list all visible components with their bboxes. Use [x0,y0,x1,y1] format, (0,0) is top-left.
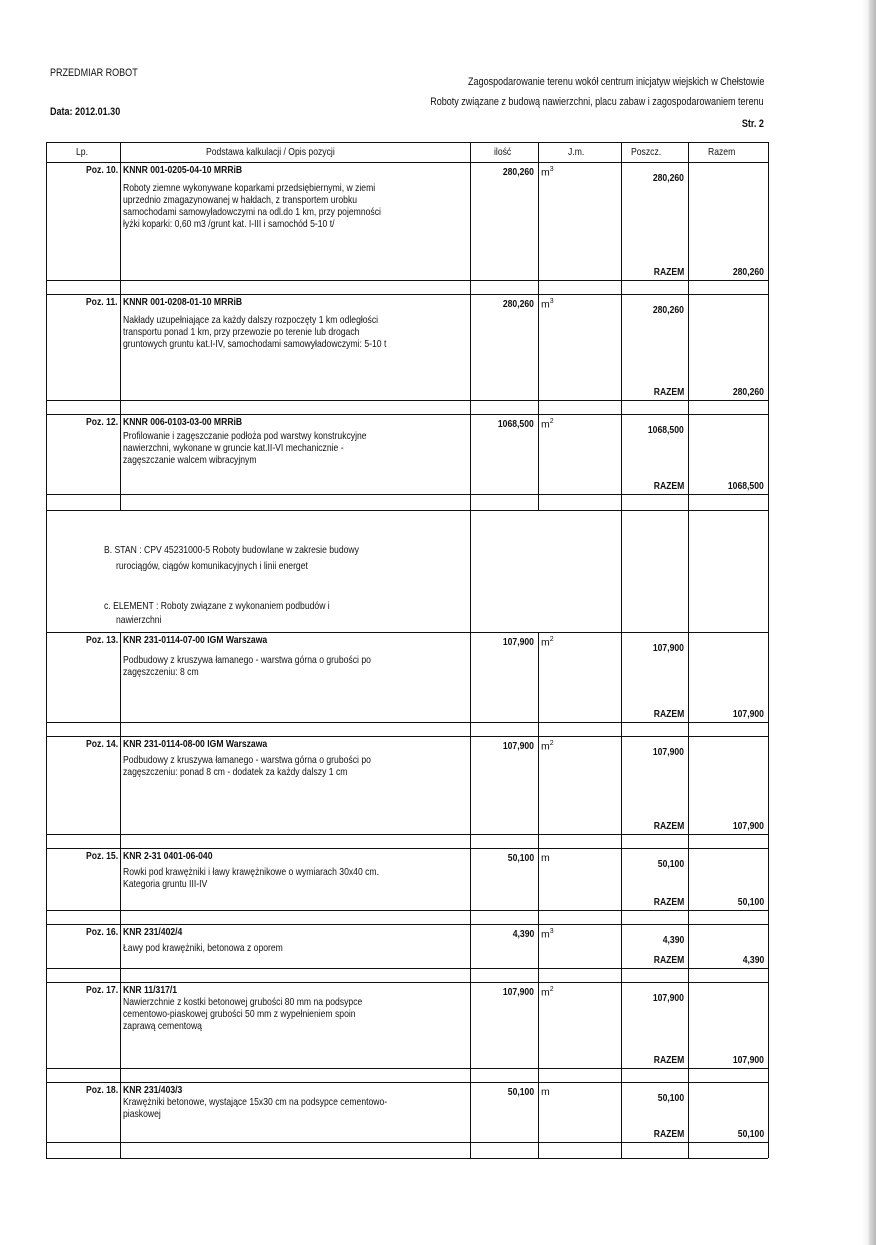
row-rule [46,1082,768,1083]
razem-label: RAZEM [653,954,684,966]
column-rule [621,632,622,736]
position-unit [541,298,554,311]
row-rule [46,162,768,163]
section-stan-line2: rurociągów, ciągów komunikacyjnych i linii energet [116,560,308,572]
position-description-line: Profilowanie i zagęszczanie podłoża pod warstwy konstrukcyjne [123,430,367,442]
position-number: Poz. 10. [85,164,118,176]
razem-label: RAZEM [653,480,684,492]
column-rule [688,414,689,510]
column-rule [470,294,471,414]
position-code: KNNR 001-0208-01-10 MRRiB [123,296,243,308]
row-rule [46,414,768,415]
position-description-line: uprzednio zmagazynowanej w hałdach, z transportem urobku [123,194,358,206]
column-rule [120,924,121,982]
column-rule [621,294,622,414]
row-rule [46,632,768,633]
column-rule [470,414,471,510]
position-code: KNR 231/402/4 [123,926,183,938]
column-rule [120,142,121,162]
position-number: Poz. 15. [85,850,118,862]
column-rule [120,162,121,294]
position-total: 50,100 [737,1128,764,1140]
position-unit [541,852,550,864]
unit-text: m [541,636,550,649]
position-total: 1068,500 [728,480,764,492]
column-header-description: Podstawa kalkulacji / Opis pozycji [206,146,335,158]
row-rule [46,510,768,511]
row-rule [46,1158,768,1159]
row-rule [46,294,768,295]
position-code: KNR 231/403/3 [123,1084,183,1096]
position-quantity: 107,900 [502,986,534,998]
unit-exponent: 2 [549,418,554,425]
column-rule [688,982,689,1082]
row-rule [46,1068,768,1069]
position-description-line: nawierzchni, wykonane w gruncie kat.II-VI mechanicznie - [123,442,344,454]
position-description-line: transportu ponad 1 km, przy przewozie po terenie lub drogach [123,326,360,338]
column-rule [621,736,622,848]
project-title-line1: Zagospodarowanie terenu wokół centrum inicjatyw wiejskich w Chełstowie [467,76,764,88]
unit-exponent: 2 [549,740,554,747]
row-rule [46,924,768,925]
column-rule [120,848,121,924]
row-rule [46,400,768,401]
column-rule [538,982,539,1082]
project-title-line2: Roboty związane z budową nawierzchni, placu zabaw i zagospodarowaniem terenu [430,96,764,108]
position-number: Poz. 11. [86,296,118,308]
position-number: Poz. 14. [85,738,118,750]
column-rule [470,142,471,162]
column-rule [470,510,471,632]
unit-text: m [541,418,550,431]
unit-exponent: 3 [549,166,554,173]
column-rule [538,1082,539,1158]
column-rule [768,142,769,1158]
position-unit [541,928,554,941]
position-unit [541,166,554,179]
section-element-line1: c. ELEMENT : Roboty związane z wykonaniem podbudów i [104,600,330,612]
position-code: KNR 231-0114-08-00 IGM Warszawa [123,738,268,750]
column-rule [688,162,689,294]
position-description-line: zagęszczeniu: ponad 8 cm - dodatek za każdy dalszy 1 cm [123,766,348,778]
page-number: Str. 2 [741,118,764,130]
row-rule [46,982,768,983]
position-description-line: Podbudowy z kruszywa łamanego - warstwa górna o grubości po [123,654,371,666]
position-total: 280,260 [732,386,764,398]
column-rule [538,632,539,736]
unit-text: m [541,928,550,941]
position-number: Poz. 17. [85,984,118,996]
position-description-line: Ławy pod krawężniki, betonowa z oporem [123,942,283,954]
column-rule [688,1082,689,1158]
scan-edge-shadow [862,0,876,1245]
position-unit [541,740,554,753]
column-rule [120,736,121,848]
position-description-line: zagęszczeniu: 8 cm [123,666,199,678]
position-total: 280,260 [732,266,764,278]
position-quantity: 1068,500 [498,418,534,430]
row-rule [46,968,768,969]
row-rule [46,736,768,737]
column-rule [621,162,622,294]
doc-date: Data: 2012.01.30 [50,106,121,118]
unit-text: m [541,986,550,999]
position-quantity: 50,100 [507,1086,534,1098]
position-description-line: Roboty ziemne wykonywane koparkami przedsiębiernymi, w ziemi [123,182,376,194]
position-description-line: Rowki pod krawężniki i ławy krawężnikowe o wymiarach 30x40 cm. [123,866,380,878]
position-description-line: zagęszczanie walcem wibracyjnym [123,454,257,466]
unit-text: m [541,298,550,311]
position-description-line: Nawierzchnie z kostki betonowej grubości 80 mm na podsypce [123,996,363,1008]
position-description-line: łyżki koparki: 0,60 m3 /grunt kat. I-III i samochód 5-10 t/ [123,218,335,230]
position-description-line: samochodami samowyładowczymi na odl.do 1 km, przy pojemności [123,206,381,218]
position-quantity: 50,100 [507,852,534,864]
column-rule [688,142,689,162]
position-unit [541,418,554,431]
position-total: 4,390 [742,954,764,966]
column-rule [621,924,622,982]
position-total: 107,900 [732,1054,764,1066]
column-rule [688,294,689,414]
column-header-unit: J.m. [568,146,585,158]
position-partial: 4,390 [662,934,684,946]
unit-text: m [541,852,550,864]
position-total: 107,900 [732,820,764,832]
position-description-line: Krawężniki betonowe, wystające 15x30 cm na podsypce cementowo- [123,1096,388,1108]
position-number: Poz. 18. [85,1084,118,1096]
unit-exponent: 2 [549,986,554,993]
position-description-line: cementowo-piaskowej grubości 50 mm z wypełnieniem spoin [123,1008,356,1020]
position-quantity: 107,900 [502,636,534,648]
column-rule [120,632,121,736]
doc-title: PRZEDMIAR ROBOT [50,67,138,79]
unit-text: m [541,740,550,753]
position-partial: 50,100 [657,858,684,870]
position-quantity: 280,260 [502,166,534,178]
position-code: KNNR 001-0205-04-10 MRRiB [123,164,243,176]
column-rule [538,142,539,162]
razem-label: RAZEM [653,266,684,278]
position-partial: 280,260 [652,304,684,316]
column-rule [621,142,622,162]
row-rule [46,1142,768,1143]
position-description-line: gruntowych gruntu kat.I-IV, samochodami samowyładowczymi: 5-10 t [123,338,387,350]
position-quantity: 4,390 [512,928,534,940]
row-rule [46,142,768,143]
cost-table [46,142,768,1158]
position-code: KNNR 006-0103-03-00 MRRiB [123,416,243,428]
position-partial: 107,900 [652,992,684,1004]
column-rule [120,414,121,510]
row-rule [46,848,768,849]
column-rule [470,848,471,924]
unit-exponent: 3 [549,298,554,305]
column-rule [470,632,471,736]
column-rule [538,848,539,924]
position-partial: 107,900 [652,746,684,758]
row-rule [46,910,768,911]
position-total: 107,900 [732,708,764,720]
unit-exponent: 3 [549,928,554,935]
position-description-line: zaprawą cementową [123,1020,202,1032]
row-rule [46,722,768,723]
position-code: KNR 231-0114-07-00 IGM Warszawa [123,634,268,646]
column-rule [538,414,539,510]
column-header-lp: Lp. [76,146,88,158]
unit-text: m [541,166,550,179]
position-unit [541,986,554,999]
column-rule [120,982,121,1082]
row-rule [46,494,768,495]
position-description-line: Nakłady uzupełniające za każdy dalszy rozpoczęty 1 km odległości [123,314,379,326]
column-rule [621,414,622,510]
position-number: Poz. 12. [85,416,118,428]
razem-label: RAZEM [653,896,684,908]
column-header-quantity: ilość [494,146,512,158]
position-unit [541,1086,550,1098]
column-rule [688,510,689,632]
section-stan-line1: B. STAN : CPV 45231000-5 Roboty budowlane w zakresie budowy [104,544,359,556]
position-description-line: Kategoria gruntu III-IV [123,878,208,890]
column-rule [470,924,471,982]
position-description-line: Podbudowy z kruszywa łamanego - warstwa górna o grubości po [123,754,371,766]
position-partial: 1068,500 [648,424,684,436]
razem-label: RAZEM [653,1128,684,1140]
column-rule [621,510,622,632]
razem-label: RAZEM [653,386,684,398]
column-rule [120,1082,121,1158]
column-rule [688,848,689,924]
position-quantity: 280,260 [502,298,534,310]
unit-exponent: 2 [549,636,554,643]
column-rule [470,1082,471,1158]
position-partial: 280,260 [652,172,684,184]
position-partial: 107,900 [652,642,684,654]
column-rule [688,736,689,848]
column-rule [688,632,689,736]
razem-label: RAZEM [653,820,684,832]
column-header-partial: Poszcz. [631,146,662,158]
column-rule [538,924,539,982]
column-rule [470,162,471,294]
position-total: 50,100 [737,896,764,908]
position-partial: 50,100 [657,1092,684,1104]
column-rule [621,848,622,924]
position-quantity: 107,900 [502,740,534,752]
position-code: KNR 2-31 0401-06-040 [123,850,213,862]
razem-label: RAZEM [653,708,684,720]
position-number: Poz. 13. [85,634,118,646]
position-number: Poz. 16. [85,926,118,938]
position-code: KNR 11/317/1 [123,984,178,996]
unit-text: m [541,1086,550,1098]
column-rule [120,294,121,414]
row-rule [46,834,768,835]
column-rule [621,1082,622,1158]
razem-label: RAZEM [653,1054,684,1066]
column-rule [538,162,539,294]
column-rule [688,924,689,982]
column-rule [470,982,471,1082]
section-element-line2: nawierzchni [116,614,162,626]
column-rule [538,294,539,414]
column-rule [621,982,622,1082]
column-rule [470,736,471,848]
position-unit [541,636,554,649]
row-rule [46,280,768,281]
column-rule [538,736,539,848]
column-header-total: Razem [708,146,736,158]
position-description-line: piaskowej [123,1108,161,1120]
